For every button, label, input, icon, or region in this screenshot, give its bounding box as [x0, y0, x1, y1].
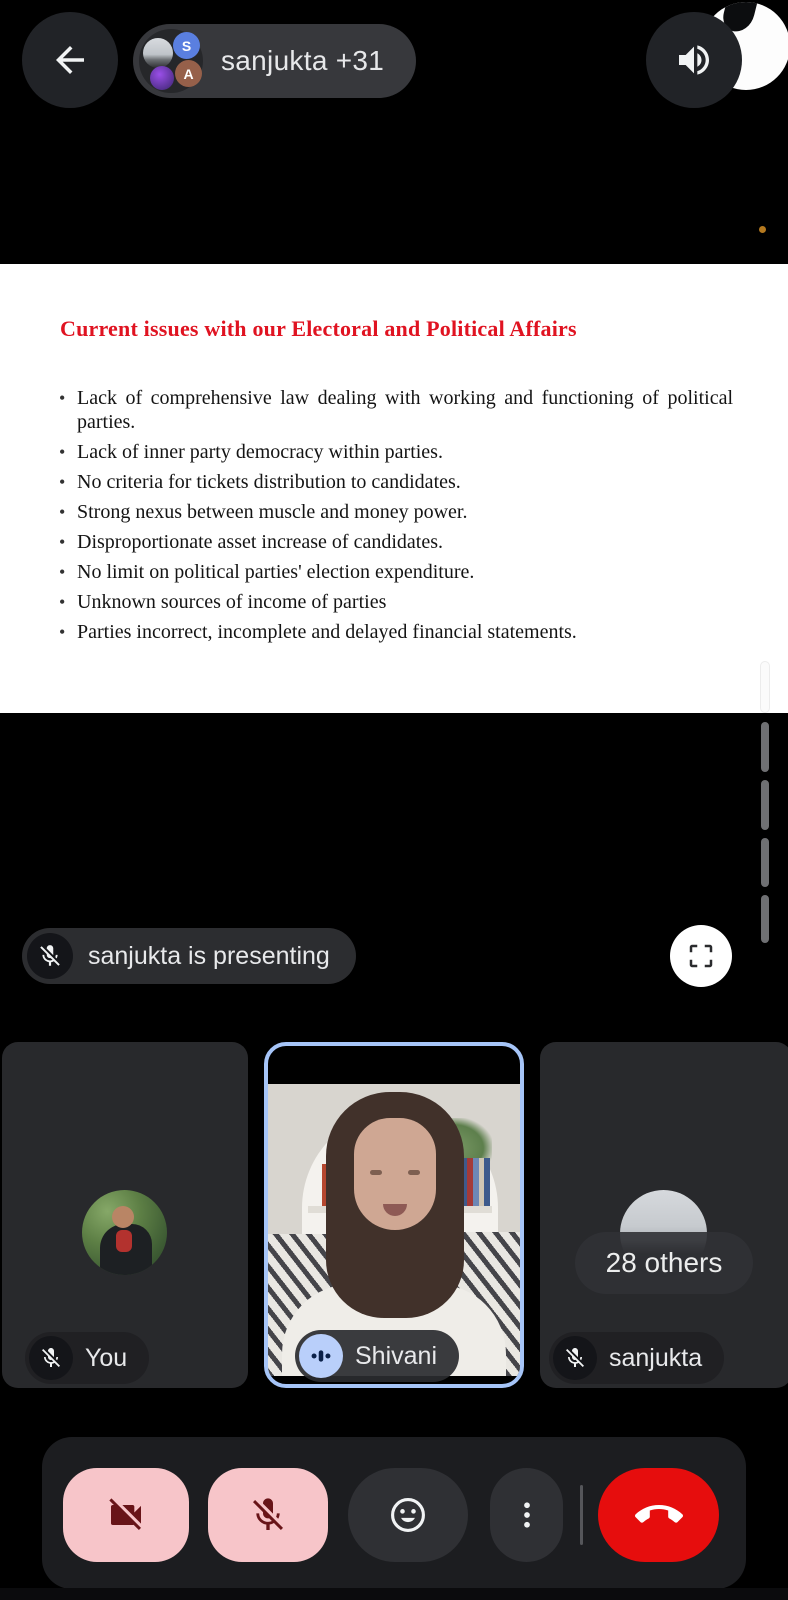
tile-sanjukta[interactable] — [540, 1042, 788, 1388]
avatar-purple-emoji — [150, 66, 174, 90]
avatar-moon — [143, 38, 173, 68]
participant-name: You — [85, 1343, 128, 1372]
mic-off-icon — [37, 943, 63, 969]
slide-bullet: • Disproportionate asset increase of candidates. — [57, 530, 733, 554]
mic-toggle-button[interactable] — [208, 1468, 328, 1562]
avatar-initial-s: S — [173, 32, 200, 59]
slide-bullet: • Lack of inner party democracy within parties. — [57, 440, 733, 464]
others-count: 28 others — [605, 1247, 723, 1278]
person-mouth — [383, 1204, 407, 1216]
mic-muted-chip — [29, 1336, 73, 1380]
participant-avatar-cluster — [139, 29, 203, 93]
you-avatar-photo — [82, 1190, 167, 1275]
camera-toggle-button[interactable] — [63, 1468, 189, 1562]
person-face — [354, 1118, 436, 1230]
scrollbar-segment[interactable] — [761, 895, 769, 943]
volume-up-icon — [674, 40, 714, 80]
sanjukta-name-pill — [549, 1332, 724, 1384]
audio-waveform-icon — [308, 1343, 334, 1369]
others-count-pill[interactable] — [575, 1232, 753, 1294]
arrow-back-icon — [49, 39, 91, 81]
slide-title: Current issues with our Electoral and Political Affairs — [60, 316, 577, 341]
avatar-face — [112, 1206, 134, 1228]
slide-bullet: • Lack of comprehensive law dealing with working and functioning of political parties. — [57, 386, 733, 434]
audio-output-button[interactable] — [646, 12, 742, 108]
meeting-title: sanjukta +31 — [221, 45, 385, 76]
mic-muted-chip — [553, 1336, 597, 1380]
emoji-reactions-icon — [386, 1493, 430, 1537]
tile-you[interactable] — [2, 1042, 248, 1388]
speaking-indicator — [299, 1334, 343, 1378]
presentation-slide[interactable] — [0, 264, 788, 713]
back-button[interactable] — [22, 12, 118, 108]
slide-bullet: • Parties incorrect, incomplete and delayed financial statements. — [57, 620, 733, 644]
end-call-icon — [635, 1491, 683, 1539]
fullscreen-icon — [686, 941, 716, 971]
tile-shivani[interactable] — [264, 1042, 524, 1388]
call-controls-bar — [42, 1437, 746, 1589]
scrollbar-segment[interactable] — [761, 722, 769, 772]
participant-name: sanjukta — [609, 1343, 703, 1372]
mic-muted-chip — [27, 933, 73, 979]
mic-off-icon — [248, 1495, 288, 1535]
slide-bullet: • No criteria for tickets distribution to candidates. — [57, 470, 733, 494]
camera-off-icon — [106, 1495, 146, 1535]
meeting-participants-pill[interactable] — [133, 24, 416, 98]
mic-off-icon — [39, 1346, 63, 1370]
shivani-name-pill — [295, 1330, 459, 1382]
avatar-clothing — [116, 1230, 132, 1252]
status-dot — [759, 226, 766, 233]
avatar-initial-a: A — [175, 60, 202, 87]
fullscreen-button[interactable] — [670, 925, 732, 987]
mic-off-icon — [563, 1346, 587, 1370]
end-call-button[interactable] — [598, 1468, 719, 1562]
more-options-button[interactable] — [490, 1468, 563, 1562]
slide-bullet-list — [57, 386, 733, 650]
you-name-pill — [25, 1332, 149, 1384]
slide-bullet: • Strong nexus between muscle and money power. — [57, 500, 733, 524]
scrollbar-thumb[interactable] — [761, 662, 769, 712]
person-eye — [408, 1170, 420, 1175]
presenting-banner — [22, 928, 356, 984]
gesture-bar-area — [0, 1588, 788, 1600]
slide-bullet: • No limit on political parties' election expenditure. — [57, 560, 733, 584]
person-eye — [370, 1170, 382, 1175]
participant-name: Shivani — [355, 1341, 437, 1370]
reactions-button[interactable] — [348, 1468, 468, 1562]
more-options-icon — [509, 1497, 545, 1533]
scrollbar-segment[interactable] — [761, 780, 769, 830]
controls-divider — [580, 1485, 583, 1545]
presenting-label: sanjukta is presenting — [88, 941, 330, 970]
scrollbar-segment[interactable] — [761, 838, 769, 887]
slide-bullet: • Unknown sources of income of parties — [57, 590, 733, 614]
